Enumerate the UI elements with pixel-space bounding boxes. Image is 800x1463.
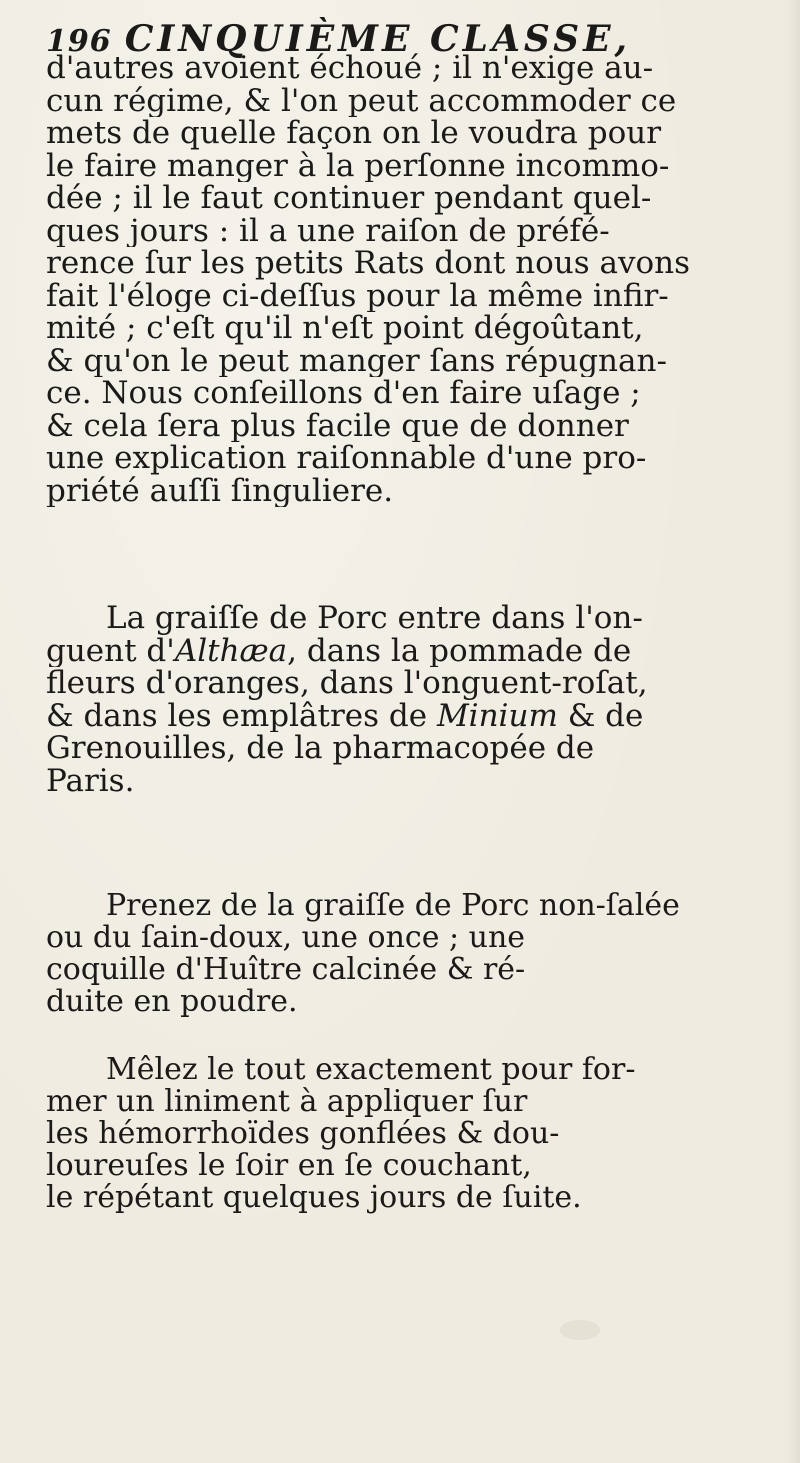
text-run: & de (557, 699, 644, 732)
text-line: les hémorrhoïdes gonflées & dou- (46, 1118, 560, 1150)
text-line: mité ; c'eſt qu'il n'eſt point dégoûtant, (46, 312, 644, 345)
text-line: Paris. (46, 764, 135, 797)
text-line: fleurs d'oranges, dans l'onguent-roſat, (46, 667, 648, 700)
text-line: loureuſes le ſoir en ſe couchant, (46, 1150, 532, 1182)
paragraph-pork-fat-uses (46, 602, 776, 797)
text-line (46, 700, 776, 733)
text-run: & dans les emplâtres de (46, 699, 437, 732)
text-line: d'autres avoient échoué ; il n'exige au- (46, 52, 654, 85)
text-line: le répétant quelques jours de ſuite. (46, 1182, 582, 1214)
text-line: fait l'éloge ci-deſſus pour la même infir- (46, 279, 669, 312)
text-line: Prenez de la graiſſe de Porc non-ſalée (106, 890, 680, 922)
text-line: coquille d'Huître calcinée & ré- (46, 954, 526, 986)
text-line: rence ſur les petits Rats dont nous avons (46, 247, 691, 280)
text-line: Mêlez le tout exactement pour for- (106, 1054, 636, 1086)
text-line: priété auſſi ſinguliere. (46, 474, 394, 507)
recipe-ingredients (46, 890, 776, 1018)
text-line: duite en poudre. (46, 986, 298, 1018)
text-line: une explication raiſonnable d'une pro- (46, 442, 647, 475)
page-edge-shadow (786, 0, 800, 1463)
text-line: mets de quelle façon on le voudra pour (46, 117, 662, 150)
recipe-instructions (46, 1054, 776, 1214)
italic-term-althaea: Althæa (174, 634, 288, 667)
text-line: ce. Nous conſeillons d'en faire uſage ; (46, 377, 641, 410)
chapter-title: CINQUIÈME CLASSE, (124, 18, 632, 60)
page-number: 196 (46, 24, 112, 59)
text-line: dée ; il le faut continuer pendant quel- (46, 182, 652, 215)
text-line: ou du ſain-doux, une once ; une (46, 922, 526, 954)
text-run: guent d' (46, 634, 175, 667)
text-line: mer un liniment à appliquer ſur (46, 1086, 528, 1118)
text-line (46, 635, 776, 668)
text-run: , dans la pommade de (287, 634, 632, 667)
text-line: le faire manger à la perſonne incommo- (46, 149, 670, 182)
text-line: La graiſſe de Porc entre dans l'on- (106, 602, 643, 635)
paragraph-rats-remedy (46, 52, 776, 507)
text-line: Grenouilles, de la pharmacopée de (46, 732, 595, 765)
text-line: ques jours : il a une raiſon de préfé- (46, 214, 610, 247)
text-line: cun régime, & l'on peut accommoder ce (46, 84, 677, 117)
text-line: & qu'on le peut manger ſans répugnan- (46, 344, 667, 377)
text-line: & cela ſera plus facile que de donner (46, 409, 629, 442)
italic-term-minium: Minium (436, 699, 558, 732)
paper-smudge (560, 1320, 600, 1340)
